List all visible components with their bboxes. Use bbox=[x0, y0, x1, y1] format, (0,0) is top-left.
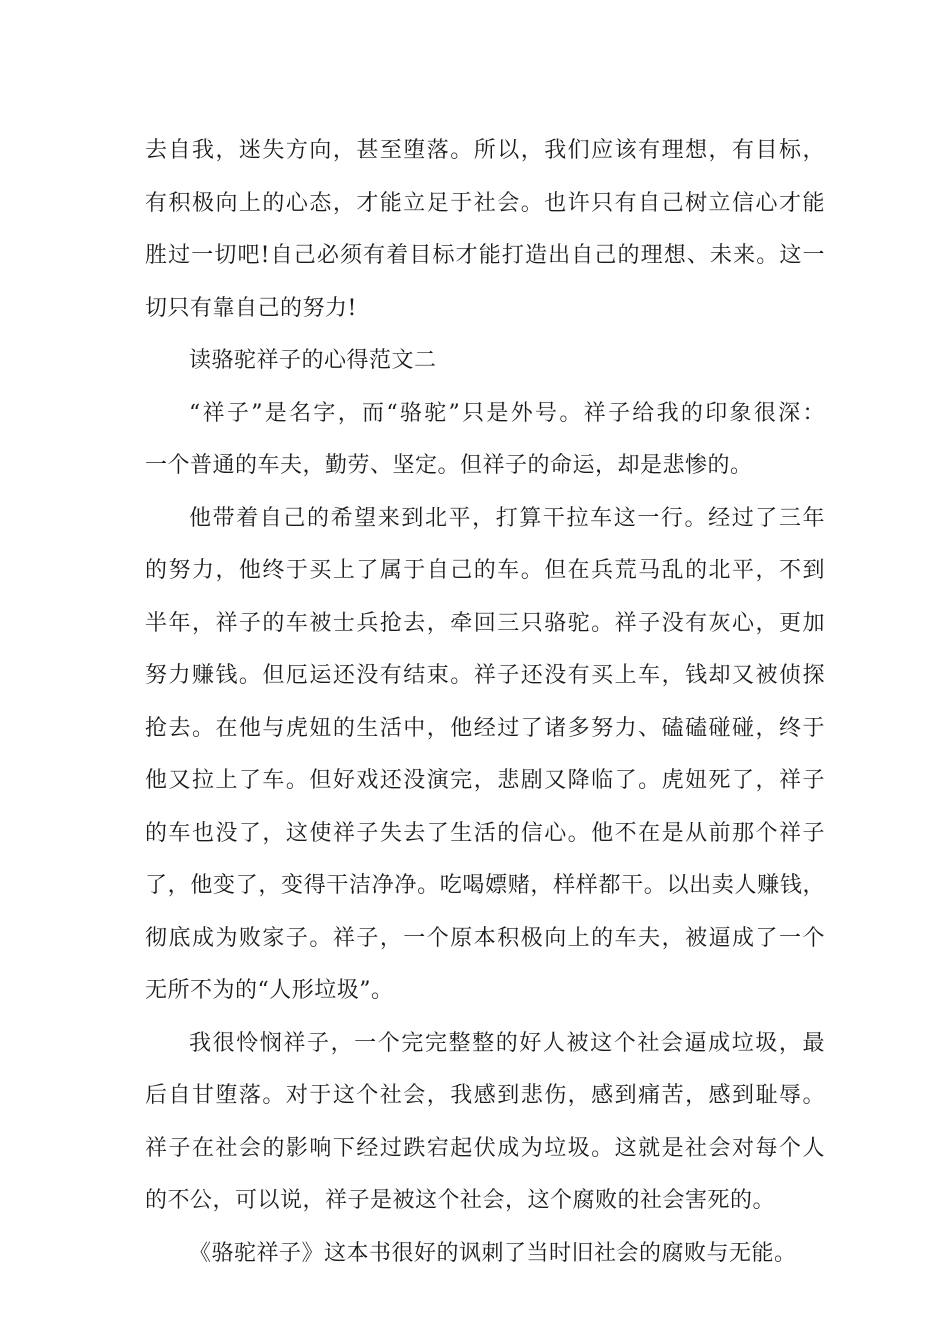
text-line: 彻底成为败家子。祥子，一个原本积极向上的车夫，被逼成了一个 bbox=[145, 925, 825, 951]
document-body bbox=[145, 125, 825, 1280]
text-line: 努力赚钱。但厄运还没有结束。祥子还没有买上车，钱却又被侦探 bbox=[145, 663, 825, 688]
text-line: 《骆驼祥子》这本书很好的讽刺了当时旧社会的腐败与无能。 bbox=[189, 1240, 797, 1266]
text-line: 我很怜悯祥子，一个完完整整的好人被这个社会逼成垃圾，最 bbox=[189, 1030, 825, 1056]
text-line: 的车也没了，这使祥子失去了生活的信心。他不在是从前那个祥子 bbox=[145, 820, 825, 846]
text-line: “祥子”是名字，而“骆驼”只是外号。祥子给我的印象很深： bbox=[189, 400, 825, 426]
text-line: 后自甘堕落。对于这个社会，我感到悲伤，感到痛苦，感到耻辱。 bbox=[145, 1083, 825, 1108]
text-line: 半年，祥子的车被士兵抢去，牵回三只骆驼。祥子没有灰心，更加 bbox=[145, 610, 825, 636]
text-line: 切只有靠自己的努力! bbox=[145, 295, 357, 321]
text-line: 的努力，他终于买上了属于自己的车。但在兵荒马乱的北平，不到 bbox=[145, 558, 825, 583]
text-line: 胜过一切吧!自己必须有着目标才能打造出自己的理想、未来。这一 bbox=[145, 243, 825, 268]
text-line: 他又拉上了车。但好戏还没演完，悲剧又降临了。虎妞死了，祥子 bbox=[145, 768, 825, 793]
text-line: 去自我，迷失方向，甚至堕落。所以，我们应该有理想，有目标， bbox=[145, 138, 825, 163]
text-line: 的不公，可以说，祥子是被这个社会，这个腐败的社会害死的。 bbox=[145, 1188, 776, 1213]
text-line: 了，他变了，变得干洁净净。吃喝嫖赌，样样都干。以出卖人赚钱， bbox=[145, 873, 825, 898]
section-heading: 读骆驼祥子的心得范文二 bbox=[189, 348, 437, 373]
text-line: 无所不为的“人形垃圾”。 bbox=[145, 978, 394, 1003]
text-line: 祥子在社会的影响下经过跌宕起伏成为垃圾。这就是社会对每个人 bbox=[145, 1135, 825, 1161]
text-line: 有积极向上的心态，才能立足于社会。也许只有自己树立信心才能 bbox=[145, 190, 825, 216]
text-line: 抢去。在他与虎妞的生活中，他经过了诸多努力、磕磕碰碰，终于 bbox=[145, 715, 825, 741]
text-line: 他带着自己的希望来到北平，打算干拉车这一行。经过了三年 bbox=[189, 505, 825, 531]
text-line: 一个普通的车夫，勤劳、坚定。但祥子的命运，却是悲惨的。 bbox=[145, 453, 753, 478]
